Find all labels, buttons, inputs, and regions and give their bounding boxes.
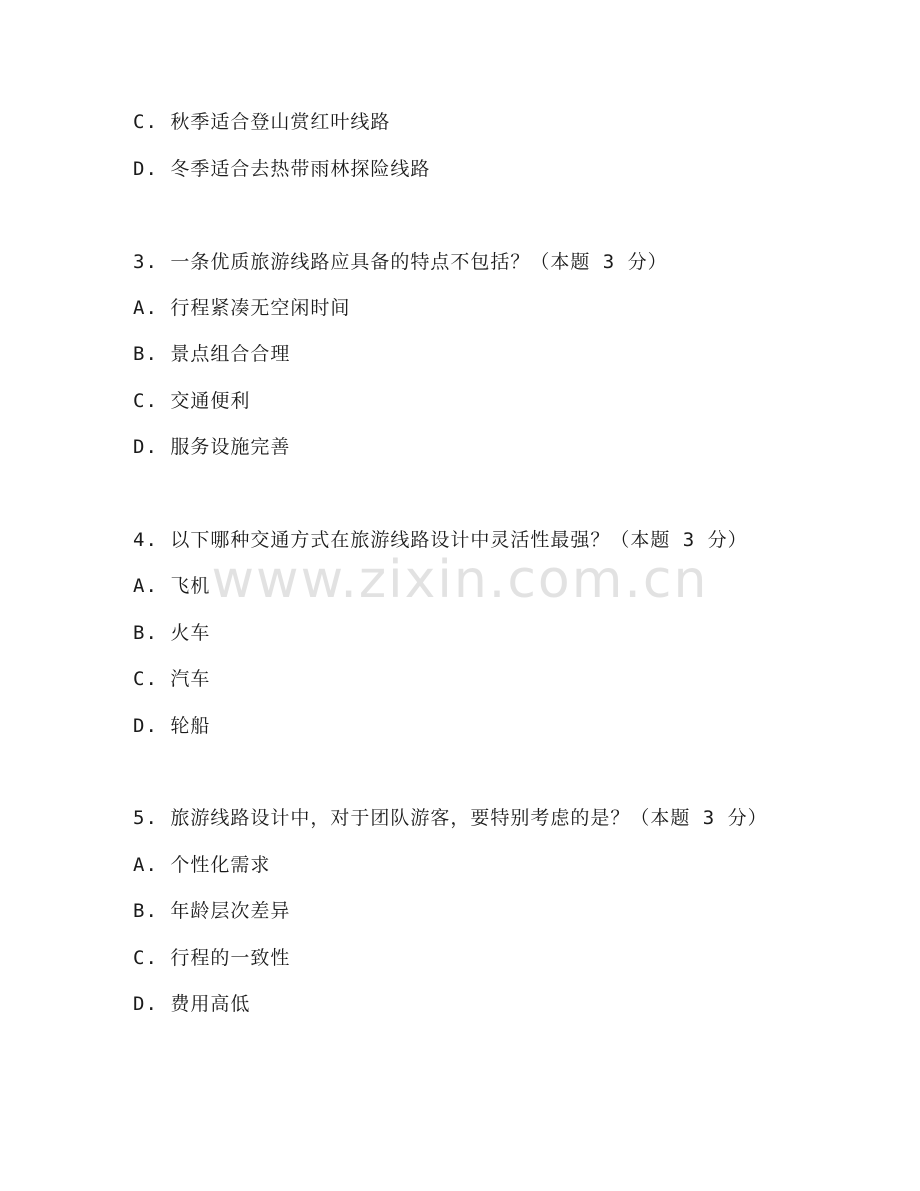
q3-option-c: C. 交通便利 [133,390,251,412]
q5-option-a: A. 个性化需求 [133,854,271,876]
q5-option-d: D. 费用高低 [133,993,251,1015]
watermark: www.zixin.com.cn [211,550,709,610]
q4-option-b: B. 火车 [133,622,211,644]
q5-question: 5. 旅游线路设计中，对于团队游客，要特别考虑的是？（本题 3 分） [133,807,768,829]
q5-option-b: B. 年龄层次差异 [133,900,291,922]
q2-option-c: C. 秋季适合登山赏红叶线路 [133,111,391,133]
q3-option-d: D. 服务设施完善 [133,436,291,458]
q4-option-a: A. 飞机 [133,575,211,597]
q3-option-b: B. 景点组合合理 [133,343,291,365]
q4-option-c: C. 汽车 [133,668,211,690]
q3-option-a: A. 行程紧凑无空闲时间 [133,297,351,319]
q4-question: 4. 以下哪种交通方式在旅游线路设计中灵活性最强？（本题 3 分） [133,529,748,551]
q5-option-c: C. 行程的一致性 [133,947,291,969]
q3-question: 3. 一条优质旅游线路应具备的特点不包括？（本题 3 分） [133,251,668,273]
q2-option-d: D. 冬季适合去热带雨林探险线路 [133,158,431,180]
q4-option-d: D. 轮船 [133,715,211,737]
